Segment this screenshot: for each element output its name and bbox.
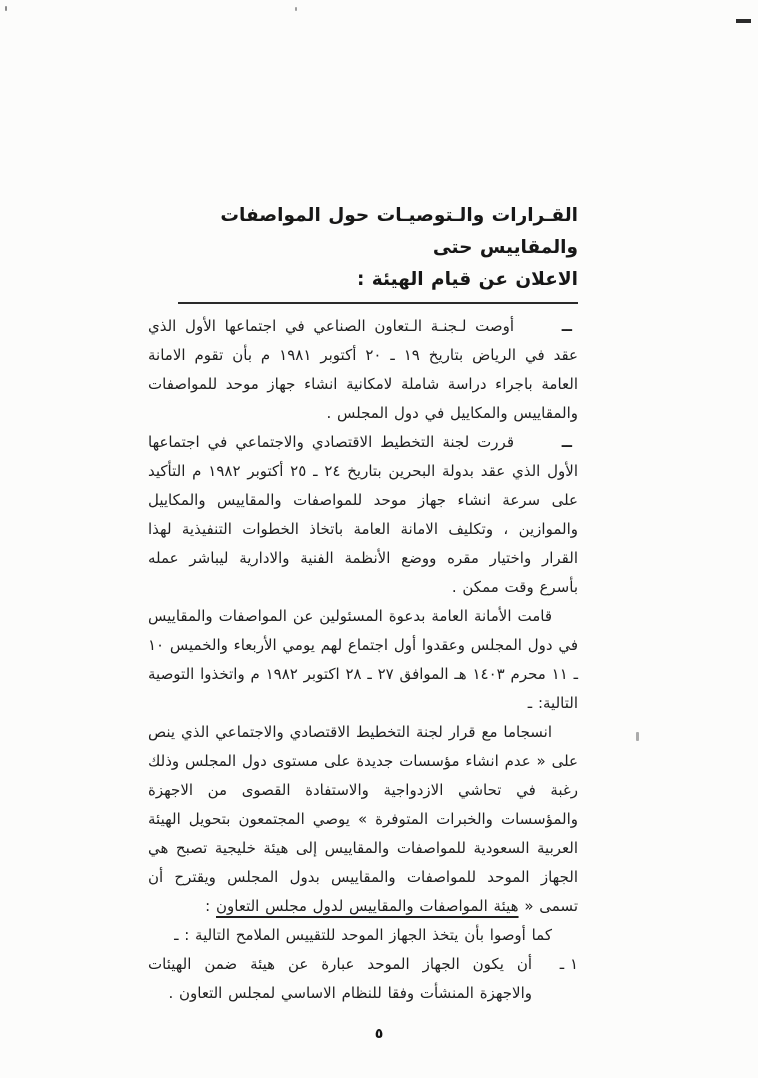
page-title-line1: القـرارات والـتوصيـات حول المواصفات والمقاييس حتى [220,205,578,258]
recommendation-text-post: : [205,897,216,915]
item-number: ١ ـ [559,955,578,973]
paragraph-industrial-committee [148,312,578,428]
heading-divider-rule [178,302,578,304]
paragraph-secretariat-meeting: قامت الأمانة العامة بدعوة المسئولين عن المواصفات والمقاييس في دول المجلس وعقدوا أول اجتماع لهم يومي الأربعاء والخميس ١٠ ـ ١١ محرم ١٤٠٣ هـ الموافق ٢٧ ـ ٢٨ اكتوبر ١٩٨٢ م واتخذوا التوصية التالية: ـ [148,607,578,712]
recommendation-text-pre: انسجاما مع قرار لجنة التخطيط الاقتصادي والاجتماعي الذي ينص على « عدم انشاء مؤسسات جديدة على مستوى دول المجلس وذلك رغبة في تحاشي الازدواجية والاستفادة القصوى من الاجهزة والمؤسسات والخبرات المتوفرة » يوصي المجتمعون بتحويل الهيئة العربية السعودية للمواصفات والمقاييس إلى هيئة خليجية تصبح هي الجهاز الموحد للمواصفات والمقاييس بدول المجلس ويقترح أن تسمى « [148,723,578,915]
scan-speck-right [636,732,639,741]
bullet-dash-icon: ــ [561,433,572,451]
underlined-entity-name: هيئة المواصفات والمقاييس لدول مجلس التعاون [216,897,519,915]
page-title [148,200,578,296]
paragraph-recommendation [148,718,578,921]
page-number: ٥ [374,1026,384,1042]
numbered-item-1 [148,950,578,1008]
scan-speck-top-middle [295,7,297,11]
paragraph-features-intro: كما أوصوا بأن يتخذ الجهاز الموحد للتقييس الملامح التالية : ـ [174,926,552,944]
bullet-dash-icon: ــ [561,317,572,335]
document-body [148,200,578,1008]
margin-dash-mark [736,19,751,23]
paragraph-planning-committee [148,428,578,602]
item-text: أن يكون الجهاز الموحد عبارة عن هيئة ضمن الهيئات والاجهزة المنشأت وفقا للنظام الاساسي لمجلس التعاون . [148,955,532,1002]
paragraph-text: أوصت لـجنـة الـتعاون الصناعي في اجتماعها الأول الذي عقد في الرياض بتاريخ ١٩ ـ ٢٠ أكتوبر ١٩٨١ م بأن تقوم الامانة العامة باجراء دراسة شاملة لامكانية انشاء جهاز موحد للمواصفات والمقاييس والمكاييل في دول المجلس . [148,317,578,422]
paragraph-text: قررت لجنة التخطيط الاقتصادي والاجتماعي في اجتماعها الأول الذي عقد بدولة البحرين بتاريخ ٢٤ ـ ٢٥ أكتوبر ١٩٨٢ م التأكيد على سرعة انشاء جهاز موحد للمواصفات والمقاييس والمكاييل والموازين ، وتكليف الامانة العامة باتخاذ الخطوات التنفيذية لهذا القرار واختيار مقره ووضع الأنظمة الفنية والادارية ليباشر عمله بأسرع وقت ممكن . [148,433,578,596]
scan-speck-top-left [5,6,7,11]
page-title-line2: الاعلان عن قيام الهيئة : [356,269,578,290]
